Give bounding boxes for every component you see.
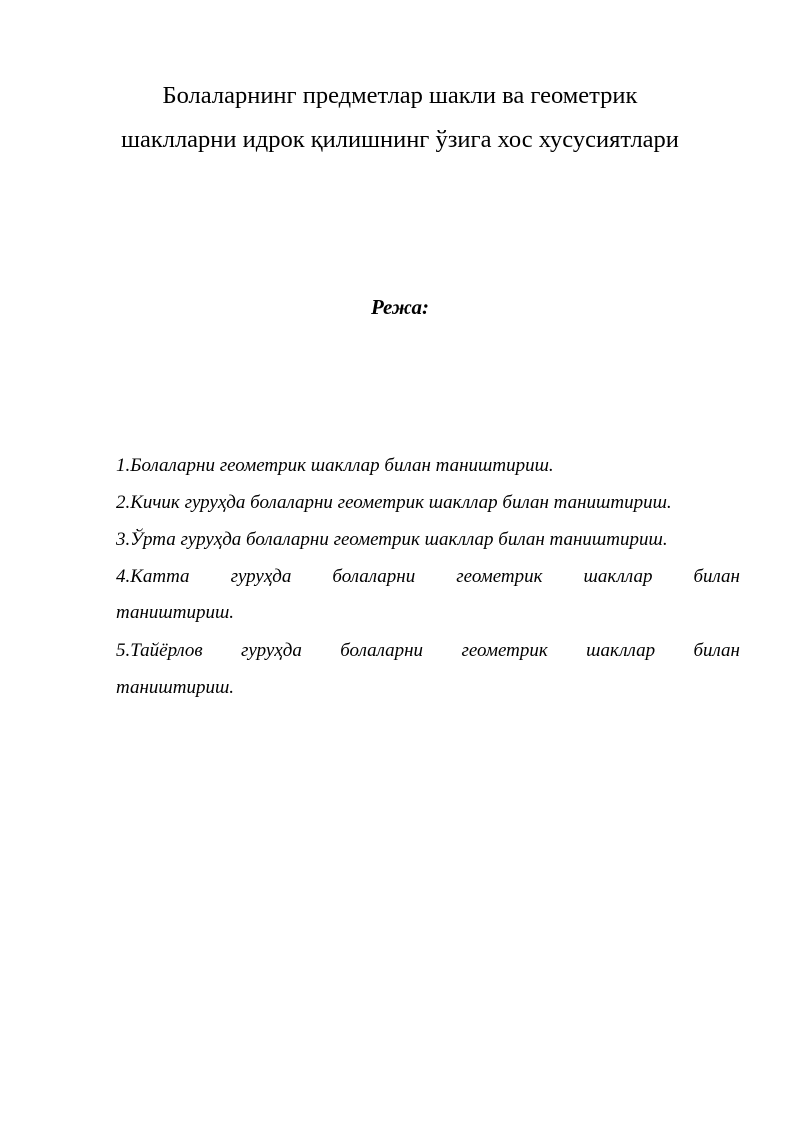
plan-item-4-line-2: таништириш. <box>116 602 235 623</box>
document-title-line-2: шаклларни идрок қилишнинг ўзига хос хусусиятлари <box>121 126 679 153</box>
plan-item-5-word: геометрик <box>461 640 548 661</box>
plan-item-4-word: билан <box>693 566 740 587</box>
plan-item-4-word: геометрик <box>456 566 543 587</box>
plan-item-1: 1.Болаларни геометрик шакллар билан таништириш. <box>116 455 554 476</box>
plan-item-5-line-2: таништириш. <box>116 677 235 698</box>
plan-item-3: 3.Ўрта гуруҳда болаларни геометрик шакллар билан таништириш. <box>116 529 668 550</box>
plan-heading: Режа: <box>370 295 430 319</box>
plan-item-4-word: болаларни <box>332 566 416 587</box>
plan-item-5-word: болаларни <box>340 640 424 661</box>
plan-item-4-word: 4.Катта <box>116 566 190 587</box>
plan-item-4-line-1 <box>116 567 740 586</box>
plan-item-5-word: билан <box>693 640 740 661</box>
plan-item-5-word: гуруҳда <box>241 640 302 661</box>
plan-item-5-word: 5.Тайёрлов <box>116 640 203 661</box>
plan-item-2: 2.Кичик гуруҳда болаларни геометрик шакллар билан таништириш. <box>116 492 672 513</box>
document-title-line-1: Болаларнинг предметлар шакли ва геометрик <box>162 82 638 109</box>
plan-item-4-word: гуруҳда <box>230 566 292 587</box>
plan-item-5-line-1 <box>116 641 740 660</box>
plan-item-5-word: шакллар <box>586 640 656 661</box>
plan-item-4-word: шакллар <box>583 566 653 587</box>
